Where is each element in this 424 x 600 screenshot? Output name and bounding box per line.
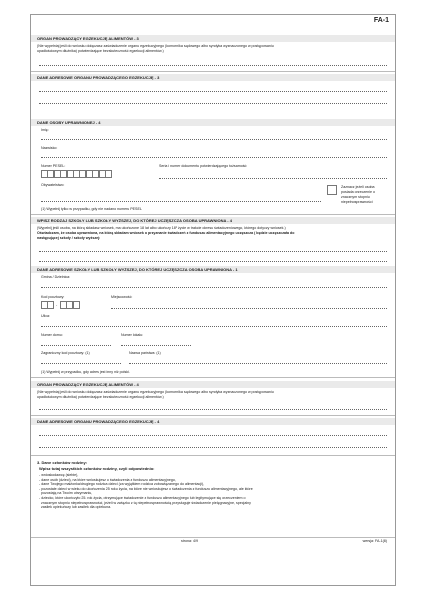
organ-4-address-2[interactable] (39, 447, 387, 448)
family-members-list (31, 473, 395, 533)
kod-dash: - (56, 303, 58, 307)
pesel-input[interactable] (41, 170, 111, 178)
list-item: zasiłek opiekuńczy lub zasiłek dla opiekuna. (39, 505, 112, 510)
label-imie: Imię: (41, 128, 49, 132)
organ-address-field-2[interactable] (39, 103, 387, 104)
label-nazwisko: Nazwisko: (41, 146, 58, 150)
section-title: DANE OSOBY UPRAWNIONEJ - 4 (37, 120, 101, 125)
panstwo-field[interactable] (129, 363, 387, 364)
form-version: wersja: FA-1(8) (362, 539, 387, 543)
label-kod: Kod pocztowy: (41, 295, 65, 299)
label-obywatelstwo: Obywatelstwo: (41, 183, 65, 187)
footer-divider (31, 537, 395, 538)
page-number: strona: 4/9 (181, 539, 198, 543)
checkbox-label: posiada orzeczenie o (341, 190, 375, 194)
nr-lokalu-field[interactable] (121, 345, 191, 346)
organ-4-address-1[interactable] (39, 435, 387, 436)
label-zagr-kod: Zagraniczny kod pocztowy: (1) (41, 351, 90, 355)
list-item: pozostają na Twoim utrzymaniu, (39, 491, 93, 496)
section-title: ORGAN PROWADZĄCY EGZEKUCJĘ ALIMENTÓW - 3 (37, 36, 139, 41)
ulica-field[interactable] (41, 326, 387, 327)
organ-name-field[interactable] (39, 65, 387, 66)
checkbox-label: niepełnosprawności (341, 200, 373, 204)
section-title: ORGAN PROWADZĄCY EGZEKUCJĘ ALIMENTÓW - 4 (37, 382, 139, 387)
list-item: znacznym stopniu niepełnosprawności, jeżeli w związku z tą niepełnosprawnością przysługuje świadczenie pielęgnacyjne, specjalny (39, 500, 251, 505)
section-note: upadłościowym dłużnika) potwierdzające bezskuteczność egzekucji alimentów.) (37, 49, 164, 53)
footnote: (1) Wypełnij w przypadku, gdy adres jest inny niż polski. (41, 370, 130, 374)
kod-box[interactable] (47, 301, 54, 309)
oswiadczenie: następującej szkoły / szkoły wyższej: (37, 236, 101, 240)
checkbox-label: znacznym stopniu (341, 195, 370, 199)
miejscowosc-field[interactable] (111, 308, 387, 309)
niepelnosprawnosc-checkbox[interactable] (327, 185, 337, 195)
footnote: (1) Wypełnij tylko w przypadku, gdy nie nadano numeru PESEL (41, 207, 142, 211)
list-item: - dziecko, które ukończyło 25. rok życia, otrzymujące świadczenie z funduszu alimentacyjnego lub legitymujące się orzeczeniem o (39, 495, 246, 500)
section-subtitle: Wpisz tutaj wszystkich członków rodziny, czyli odpowiednio: (39, 466, 155, 471)
organ-address-field-1[interactable] (39, 91, 387, 92)
section-title: DANE ADRESOWE ORGANU PROWADZĄCEGO EGZEKUCJĘ - 4 (37, 419, 160, 424)
label-pesel: Numer PESEL: (41, 164, 66, 168)
section-note: (Nie wypełniaj jeśli do wniosku dołączasz zaświadczenie organu egzekucyjnego (komornika sądowego albo syndyka wyznaczonego w postępowaniu (37, 44, 274, 48)
form-code: FA-1 (373, 17, 389, 24)
szkola-field-1[interactable] (39, 251, 387, 252)
nr-domu-field[interactable] (41, 345, 111, 346)
divider (31, 214, 395, 215)
section-title: 3. Dane członków rodziny: (37, 460, 88, 465)
label-gmina: Gmina / Dzielnica: (41, 275, 71, 279)
label-panstwo: Nazwa państwa: (1) (129, 351, 161, 355)
zagr-kod-field[interactable] (41, 363, 121, 364)
label-nr-lokalu: Numer lokalu: (121, 333, 144, 337)
szkola-field-2[interactable] (39, 261, 387, 262)
section-title: DANE ADRESOWE ORGANU PROWADZĄCEGO EGZEKUCJĘ - 3 (37, 75, 160, 80)
section-title: WPISZ RODZAJ SZKOŁY LUB SZKOŁY WYŻSZEJ, DO KTÓREJ UCZĘSZCZA OSOBA UPRAWNIONA - 4 (37, 218, 232, 223)
label-miejscowosc: Miejscowość: (111, 295, 133, 299)
list-item: - pozostałe dzieci w wieku do ukończenia 25 roku życia, na które nie wnioskujesz o świadczenia z funduszu alimentacyjnego, ale które (39, 486, 253, 491)
list-item: - dane osób (dzieci), na które wnioskujesz o świadczenia z funduszu alimentacyjnego, (39, 477, 176, 482)
label-nr-domu: Numer domu: (41, 333, 63, 337)
checkbox-label: Zaznacz jeżeli osoba (341, 185, 375, 189)
oswiadczenie: Oświadczam, że osoba uprawniona, na którą składam wniosek o przyznanie świadczeń z funduszu alimentacyjnego uczęszcza ( będzie uczęszczała do (37, 231, 295, 235)
organ-4-field[interactable] (39, 409, 387, 410)
divider (31, 415, 395, 416)
divider (31, 455, 395, 456)
section-note: (Wypełnij jeśli osoba, na którą składasz wniosek, ma ukończone 18 lat albo ukończy 18¹ życie w trakcie okresu świadczeniowego, którego dotyczy wniosek.) (37, 226, 286, 230)
section-note: (Nie wypełniaj jeśli do wniosku dołączasz zaświadczenie organu egzekucyjnego (komornika sądowego albo syndyka wyznaczonego w postępowaniu (37, 390, 274, 394)
divider (31, 71, 395, 72)
section-title: DANE ADRESOWE SZKOŁY LUB SZKOŁY WYŻSZEJ, DO KTÓREJ UCZĘSZCZA OSOBA UPRAWNIONA - 1 (37, 267, 238, 272)
section-note: upadłościowym dłużnika) potwierdzające bezskuteczność egzekucji alimentów.) (37, 395, 164, 399)
label-ulica: Ulica: (41, 314, 50, 318)
seria-field[interactable] (159, 178, 387, 179)
label-seria: Seria i numer dokumentu potwierdzającego tożsamość: (159, 164, 248, 168)
imie-field[interactable] (41, 139, 387, 140)
divider (31, 377, 395, 378)
form-page (30, 14, 396, 586)
obywatelstwo-field[interactable] (41, 201, 321, 202)
gmina-field[interactable] (41, 287, 387, 288)
list-item: - wnioskodawcę (siebie), (39, 473, 79, 477)
kod-box[interactable] (73, 301, 80, 309)
list-item: - dane Twojego małżonka/drugiego rodzica dzieci (za wyjątkiem rodzica zobowiązanego do alimentacji), (39, 482, 205, 487)
nazwisko-field[interactable] (41, 157, 387, 158)
